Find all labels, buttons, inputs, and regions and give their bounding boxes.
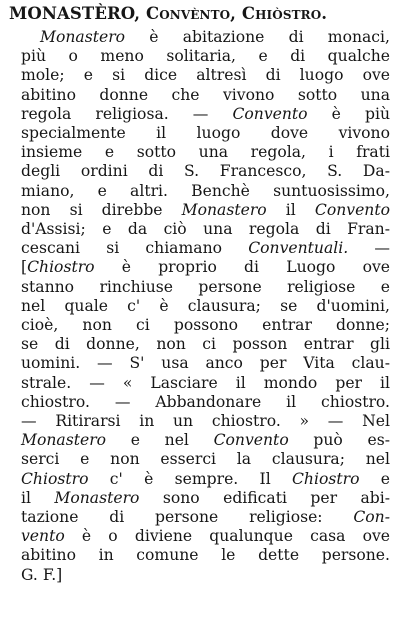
text-line xyxy=(21,296,390,316)
italic-term: Monastero xyxy=(40,28,126,46)
text-segment: insieme e sotto una regola, i frati xyxy=(21,143,390,162)
text-segment: non si direbbe xyxy=(21,200,182,219)
text-segment: è abitazione di monaci, xyxy=(125,28,390,46)
heading-term-monastero: MONASTÈRO, xyxy=(9,4,141,23)
text-line xyxy=(21,392,390,412)
italic-term: Monastero xyxy=(181,200,267,219)
text-line xyxy=(21,565,390,585)
text-line xyxy=(21,526,390,546)
text-segment: serci e non esserci la clausura; nel xyxy=(21,450,390,469)
text-line xyxy=(21,65,390,85)
text-segment: miano, e altri. Benchè suntuosissimo, xyxy=(21,181,390,200)
text-segment: e nel xyxy=(106,431,214,450)
heading-term-chiostro: Chiòstro. xyxy=(241,4,328,23)
text-segment: il xyxy=(266,200,315,219)
text-segment: cioè, non ci possono entrar donne; xyxy=(21,316,390,334)
text-segment: può es- xyxy=(288,431,391,450)
text-segment: G. F.] xyxy=(21,565,63,584)
text-segment: sono edificati per abi- xyxy=(139,488,390,507)
text-line xyxy=(21,200,390,220)
text-line xyxy=(21,161,390,181)
text-line xyxy=(21,123,390,143)
italic-term: Monastero xyxy=(54,488,140,507)
text-line xyxy=(21,430,390,450)
text-line xyxy=(21,488,390,508)
text-line xyxy=(21,373,390,393)
text-segment: abitino in comune le dette persone. xyxy=(21,546,390,565)
text-line xyxy=(21,181,390,201)
text-line xyxy=(21,334,390,354)
text-segment: è o diviene qualunque casa ove xyxy=(64,527,390,546)
text-segment: — Ritirarsi in un chiostro. » — Nel xyxy=(21,412,390,430)
italic-term: Con- xyxy=(353,508,390,526)
text-segment: il xyxy=(21,488,55,507)
text-line xyxy=(21,257,390,277)
text-segment: e xyxy=(359,469,390,488)
text-line xyxy=(21,85,390,105)
text-line xyxy=(21,353,390,373)
text-line xyxy=(21,315,390,335)
text-segment: stanno rinchiuse persone religiose e xyxy=(21,277,390,296)
text-segment: più o meno solitaria, e di qualche xyxy=(21,47,390,66)
heading-term-convento: Convènto, xyxy=(146,4,237,23)
text-segment: se di donne, non ci posson entrar gli xyxy=(21,335,390,354)
text-segment: abitino donne che vivono sotto una xyxy=(21,85,390,104)
text-segment: regola religiosa. — xyxy=(21,104,233,123)
text-segment: — xyxy=(348,239,390,258)
italic-term: Convento xyxy=(232,104,308,123)
text-segment: d'Assisi; e da ciò una regola di Fran- xyxy=(21,220,390,238)
italic-term: Chiostro xyxy=(27,258,95,277)
italic-term: Chiostro xyxy=(21,469,89,488)
italic-term: vento xyxy=(21,527,65,546)
text-line xyxy=(21,46,390,66)
text-segment: degli ordini di S. Francesco, S. Da- xyxy=(21,162,390,181)
text-segment: [ xyxy=(21,258,28,277)
text-segment: cescani si chiamano xyxy=(21,239,249,258)
text-segment: mole; e si dice altresì di luogo ove xyxy=(21,66,390,85)
text-segment: specialmente il luogo dove vivono xyxy=(21,124,390,142)
text-line xyxy=(21,142,390,162)
text-line xyxy=(21,104,390,124)
text-segment: è proprio di Luogo ove xyxy=(94,258,390,277)
text-line xyxy=(21,469,390,489)
text-segment: è più xyxy=(307,104,390,123)
text-segment: nel quale c' è clausura; se d'uomini, xyxy=(21,296,390,315)
text-line xyxy=(21,238,390,258)
text-line xyxy=(21,219,390,239)
text-line xyxy=(21,277,390,297)
text-segment: chiostro. — Abbandonare il chiostro. xyxy=(21,392,390,411)
italic-term: Monastero xyxy=(21,431,107,450)
text-line xyxy=(21,507,390,527)
text-line xyxy=(21,411,390,431)
text-line xyxy=(21,449,390,469)
text-segment: uomini. — S' usa anco per Vita clau- xyxy=(21,354,390,373)
text-segment: strale. — « Lasciare il mondo per il xyxy=(21,373,390,392)
text-line xyxy=(40,27,390,47)
text-line xyxy=(21,545,390,565)
italic-term: Convento xyxy=(314,200,390,219)
text-segment: c' è sempre. Il xyxy=(88,469,292,488)
italic-term: Chiostro xyxy=(292,469,360,488)
italic-term: Convento xyxy=(213,431,289,450)
entry-heading xyxy=(9,4,327,23)
text-segment: tazione di persone religiose: xyxy=(21,508,354,526)
italic-term: Conventuali. xyxy=(248,239,349,258)
